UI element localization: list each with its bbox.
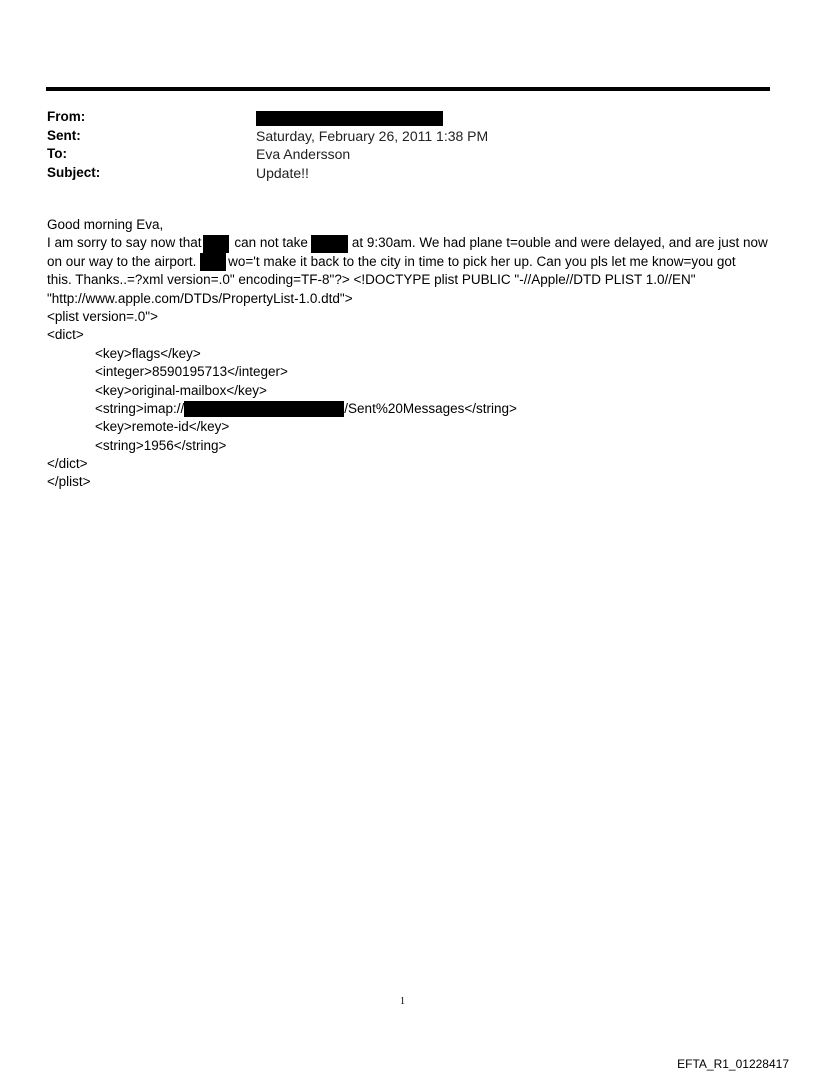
body-line xyxy=(47,234,777,252)
body-text: <string>imap:// xyxy=(95,400,185,416)
bates-number: EFTA_R1_01228417 xyxy=(677,1057,789,1071)
body-text: at 9:30am. We had plane t=ouble and were delayed, and are just now xyxy=(351,235,768,251)
to-label: To: xyxy=(47,146,67,161)
body-line: <string>1956</string> xyxy=(95,437,227,453)
subject-label: Subject: xyxy=(47,164,101,180)
body-line xyxy=(47,400,777,418)
body-line: <integer>8590195713</integer> xyxy=(95,364,288,380)
redaction-block xyxy=(203,235,229,253)
greeting: Good morning Eva, xyxy=(47,217,164,232)
to-value: Eva Andersson xyxy=(256,146,351,162)
redaction-block xyxy=(311,235,348,253)
redaction-block xyxy=(256,111,443,126)
body-line: <key>remote-id</key> xyxy=(95,419,230,435)
sent-label: Sent: xyxy=(47,127,81,143)
body-line: this. Thanks..=?xml version=.0" encoding=TF-8"?> <!DOCTYPE plist PUBLIC "-//Apple//DTD PLIST 1.0//EN" xyxy=(47,272,696,288)
from-value xyxy=(256,108,443,126)
email-body xyxy=(47,216,777,492)
body-line: <dict> xyxy=(47,327,84,343)
body-text: can not take xyxy=(234,235,308,251)
body-text: I am sorry to say now that xyxy=(47,235,202,251)
body-text: on our way to the airport. xyxy=(47,253,197,269)
body-text: wo='t make it back to the city in time to pick her up. Can you pls let me know=you got xyxy=(228,253,736,269)
body-line: "http://www.apple.com/DTDs/PropertyList-1.0.dtd"> xyxy=(47,290,353,306)
body-text: /Sent%20Messages</string> xyxy=(344,400,517,416)
body-line: <plist version=.0"> xyxy=(47,308,158,324)
body-line xyxy=(47,253,777,271)
body-line: <key>original-mailbox</key> xyxy=(95,382,267,398)
body-line: <key>flags</key> xyxy=(95,345,201,361)
redaction-block xyxy=(184,401,344,417)
page-number: 1 xyxy=(400,996,405,1007)
body-line: </plist> xyxy=(47,474,91,490)
body-line: </dict> xyxy=(47,456,88,472)
header-rule xyxy=(46,87,770,91)
subject-value: Update!! xyxy=(256,164,309,181)
redaction-block xyxy=(200,253,226,271)
from-label: From: xyxy=(47,109,86,124)
sent-value: Saturday, February 26, 2011 1:38 PM xyxy=(256,127,489,144)
